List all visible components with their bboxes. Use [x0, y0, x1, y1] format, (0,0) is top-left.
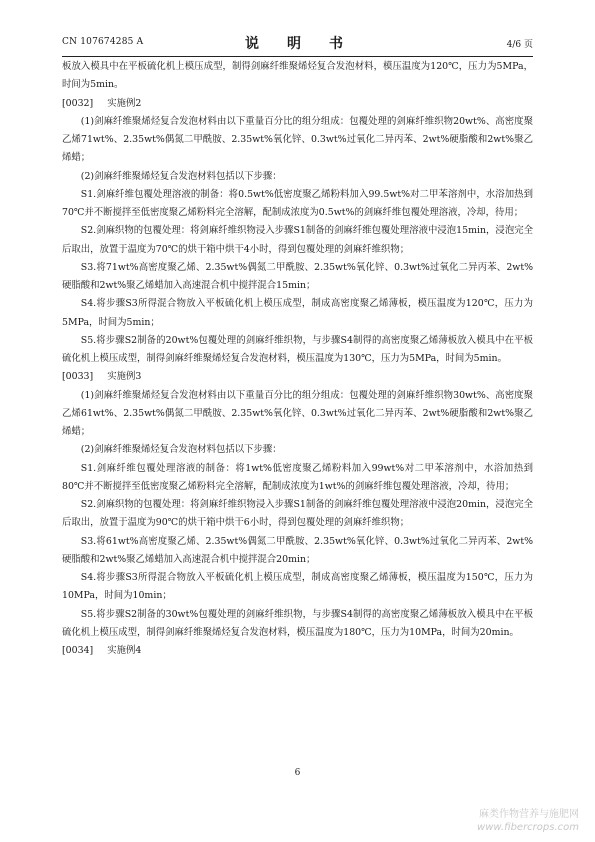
paragraph	[62, 168, 533, 186]
paragraph-text: S5.将步骤S2制备的20wt%包覆处理的剑麻纤维织物，与步骤S4制得的高密度聚乙烯薄板放入模具中在平板硫化机上模压成型，制得剑麻纤维聚烯烃复合发泡材料，模压温度为130℃，压力为5MPa，时间为5min。	[62, 334, 533, 364]
paragraph-text: S4.将步骤S3所得混合物放入平板硫化机上模压成型，制成高密度聚乙烯薄板，模压温度为120℃，压力为5MPa，时间为5min；	[62, 298, 533, 328]
site-watermark	[439, 808, 579, 834]
paragraph	[62, 259, 533, 296]
paragraph-text: S4.将步骤S3所得混合物放入平板硫化机上模压成型，制成高密度聚乙烯薄板，模压温度为150℃，压力为10MPa，时间为10min；	[62, 572, 533, 602]
paragraph-number: [0033]	[62, 371, 94, 383]
page-header	[62, 33, 533, 55]
section-heading-example-3	[62, 368, 533, 386]
section-heading-example-2	[62, 95, 533, 113]
paragraph-text: 实施例3	[107, 371, 142, 383]
paragraph-continuation	[62, 58, 533, 95]
watermark-site-name: 麻类作物营养与施肥网	[479, 809, 579, 820]
paragraph-text: S3.将71wt%高密度聚乙烯、2.35wt%偶氮二甲酰胺、2.35wt%氧化锌、0.3wt%过氧化二异丙苯、2wt%硬脂酸和2wt%聚乙烯蜡加入高速混合机中搅拌混合15min；	[62, 261, 533, 291]
paragraph-text: 实施例4	[107, 645, 142, 656]
paragraph-text: (2)剑麻纤维聚烯烃复合发泡材料包括以下步骤：	[80, 444, 282, 456]
paragraph-text: (1)剑麻纤维聚烯烃复合发泡材料由以下重量百分比的组分组成：包覆处理的剑麻纤维织物30wt%、高密度聚乙烯61wt%、2.35wt%偶氮二甲酰胺、2.35wt%氧化锌、0.3wt%过氧化二异丙苯、2wt%硬脂酸和2wt%聚乙烯蜡；	[62, 389, 533, 437]
paragraph	[62, 295, 533, 332]
paragraph-text: (1)剑麻纤维聚烯烃复合发泡材料由以下重量百分比的组分组成：包覆处理的剑麻纤维织物20wt%、高密度聚乙烯71wt%、2.35wt%偶氮二甲酰胺、2.35wt%氧化锌、0.3wt%过氧化二异丙苯、2wt%硬脂酸和2wt%聚乙烯蜡；	[62, 115, 533, 164]
paragraph-text: S1.剑麻纤维包覆处理溶液的制备：将0.5wt%低密度聚乙烯粉料加入99.5wt%对二甲苯溶剂中，水浴加热到70℃并不断搅拌至低密度聚乙烯粉料完全溶解，配制成浓度为0.5wt%的剑麻纤维包覆处理溶液，冷却，待用；	[62, 188, 533, 218]
paragraph-text: S3.将61wt%高密度聚乙烯、2.35wt%偶氮二甲酰胺、2.35wt%氧化锌、0.3wt%过氧化二异丙苯、2wt%硬脂酸和2wt%聚乙烯蜡加入高速混合机中搅拌混合20min；	[62, 535, 533, 565]
paragraph-text: S2.剑麻织物的包覆处理：将剑麻纤维织物浸入步骤S1制备的剑麻纤维包覆处理溶液中浸泡15min，浸泡完全后取出，放置于温度为70℃的烘干箱中烘干4小时，得到包覆处理的剑麻纤维织物；	[62, 225, 533, 255]
document-body	[62, 58, 533, 660]
paragraph	[62, 533, 533, 570]
paragraph-text: 实施例2	[107, 97, 142, 109]
page-indicator: 4/6 页	[506, 40, 533, 50]
paragraph	[62, 569, 533, 606]
paragraph	[62, 332, 533, 369]
section-heading-example-4	[62, 642, 533, 660]
paragraph-number: [0032]	[62, 97, 94, 109]
page-number: 6	[294, 768, 301, 778]
paragraph	[62, 113, 533, 168]
paragraph	[62, 460, 533, 497]
paragraph	[62, 387, 533, 442]
paragraph	[62, 441, 533, 459]
paragraph	[62, 222, 533, 259]
paragraph-text: S2.剑麻织物的包覆处理：将剑麻纤维织物浸入步骤S1制备的剑麻纤维包覆处理溶液中浸泡20min，浸泡完全后取出，放置于温度为90℃的烘干箱中烘干6小时，得到包覆处理的剑麻纤维织物；	[62, 499, 533, 529]
paragraph-number: [0034]	[62, 645, 94, 656]
paragraph-text: (2)剑麻纤维聚烯烃复合发泡材料包括以下步骤：	[80, 170, 282, 182]
paragraph	[62, 186, 533, 223]
publication-number: CN 107674285 A	[62, 37, 144, 47]
paragraph-text: S5.将步骤S2制备的30wt%包覆处理的剑麻纤维织物，与步骤S4制得的高密度聚乙烯薄板放入模具中在平板硫化机上模压成型，制得剑麻纤维聚烯烃复合发泡材料，模压温度为180℃，压力为10MPa，时间为20min。	[62, 608, 533, 638]
watermark-url: www.fibercrops.com	[477, 822, 579, 833]
paragraph	[62, 496, 533, 533]
paragraph-text: 板放入模具中在平板硫化机上模压成型，制得剑麻纤维聚烯烃复合发泡材料，模压温度为120℃，压力为5MPa，时间为5min。	[62, 61, 533, 91]
header-rule	[62, 56, 533, 57]
document-title: 说 明 书	[245, 36, 350, 52]
paragraph-text: S1.剑麻纤维包覆处理溶液的制备：将1wt%低密度聚乙烯粉料加入99wt%对二甲苯溶剂中，水浴加热到80℃并不断搅拌至低密度聚乙烯粉料完全溶解，配制成浓度为1wt%的剑麻纤维包覆处理溶液，冷却，待用；	[62, 462, 533, 492]
paragraph	[62, 606, 533, 643]
